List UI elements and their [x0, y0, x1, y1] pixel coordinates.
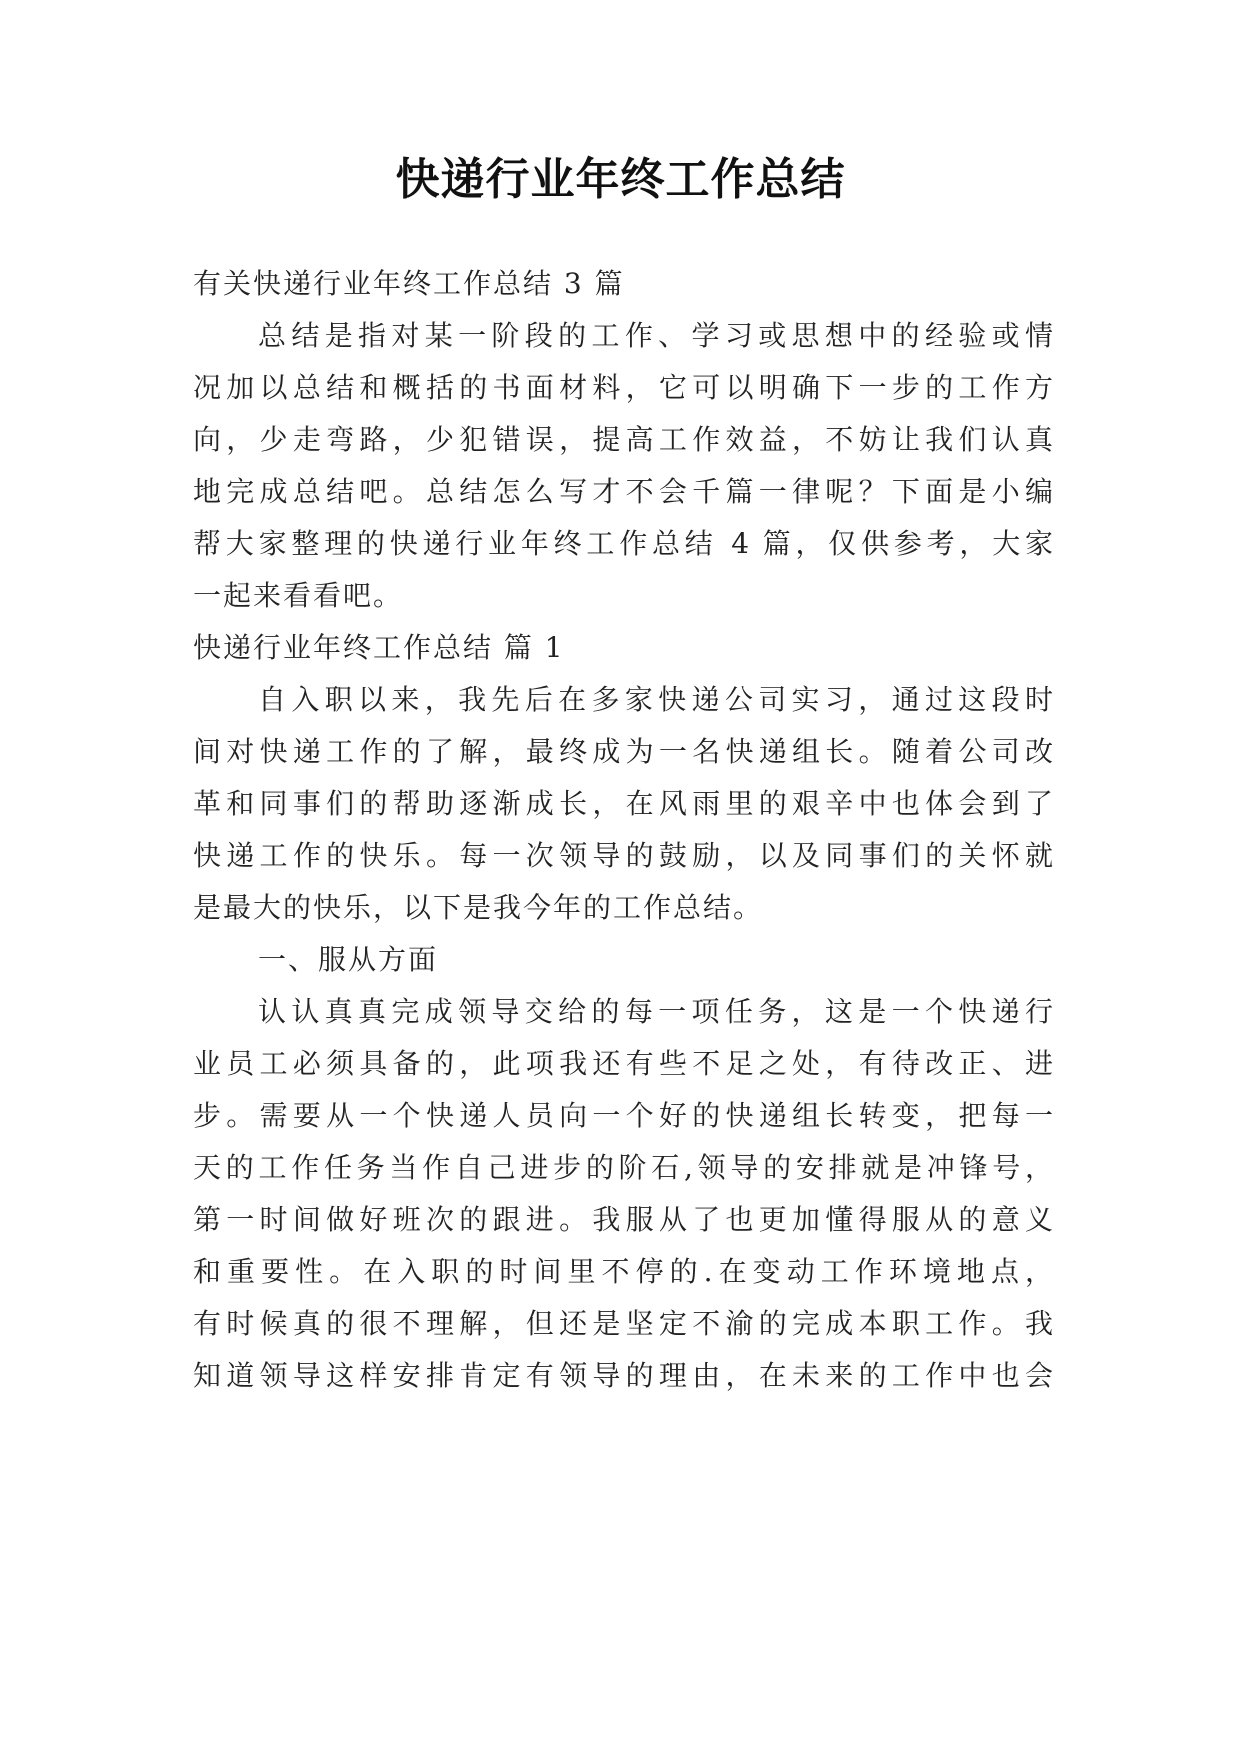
paragraph-line: 地完成总结吧。总结怎么写才不会千篇一律呢？下面是小编 [193, 475, 1053, 508]
paragraph-line: 一起来看看吧。 [193, 579, 404, 612]
paragraph-line: 和重要性。在入职的时间里不停的.在变动工作环境地点， [193, 1255, 1053, 1288]
paragraph-line: 知道领导这样安排肯定有领导的理由，在未来的工作中也会 [193, 1359, 1053, 1392]
paragraph-line: 第一时间做好班次的跟进。我服从了也更加懂得服从的意义 [193, 1203, 1053, 1236]
paragraph-line: 况加以总结和概括的书面材料，它可以明确下一步的工作方 [193, 371, 1053, 404]
paragraph-line: 业员工必须具备的，此项我还有些不足之处，有待改正、进 [193, 1047, 1053, 1080]
section-heading: 快递行业年终工作总结 篇 1 [193, 631, 565, 664]
paragraph-line: 认认真真完成领导交给的每一项任务，这是一个快递行 [258, 995, 1053, 1028]
paragraph-line: 帮大家整理的快递行业年终工作总结 4 篇，仅供参考，大家 [193, 527, 1053, 560]
paragraph-line: 革和同事们的帮助逐渐成长，在风雨里的艰辛中也体会到了 [193, 787, 1053, 820]
paragraph-line: 快递工作的快乐。每一次领导的鼓励，以及同事们的关怀就 [193, 839, 1053, 872]
paragraph-line: 自入职以来，我先后在多家快递公司实习，通过这段时 [258, 683, 1053, 716]
paragraph-line: 向，少走弯路，少犯错误，提高工作效益，不妨让我们认真 [193, 423, 1053, 456]
paragraph-line: 步。需要从一个快递人员向一个好的快递组长转变，把每一 [193, 1099, 1053, 1132]
paragraph-line: 有时候真的很不理解，但还是坚定不渝的完成本职工作。我 [193, 1307, 1053, 1340]
document-title: 快递行业年终工作总结 [395, 154, 846, 205]
paragraph-line: 是最大的快乐，以下是我今年的工作总结。 [193, 891, 764, 924]
subsection-heading: 一、服从方面 [258, 943, 439, 976]
paragraph-line: 总结是指对某一阶段的工作、学习或思想中的经验或情 [258, 319, 1053, 352]
intro-heading: 有关快递行业年终工作总结 3 篇 [193, 267, 625, 300]
paragraph-line: 天的工作任务当作自己进步的阶石,领导的安排就是冲锋号， [193, 1151, 1053, 1184]
paragraph-line: 间对快递工作的了解，最终成为一名快递组长。随着公司改 [193, 735, 1053, 768]
